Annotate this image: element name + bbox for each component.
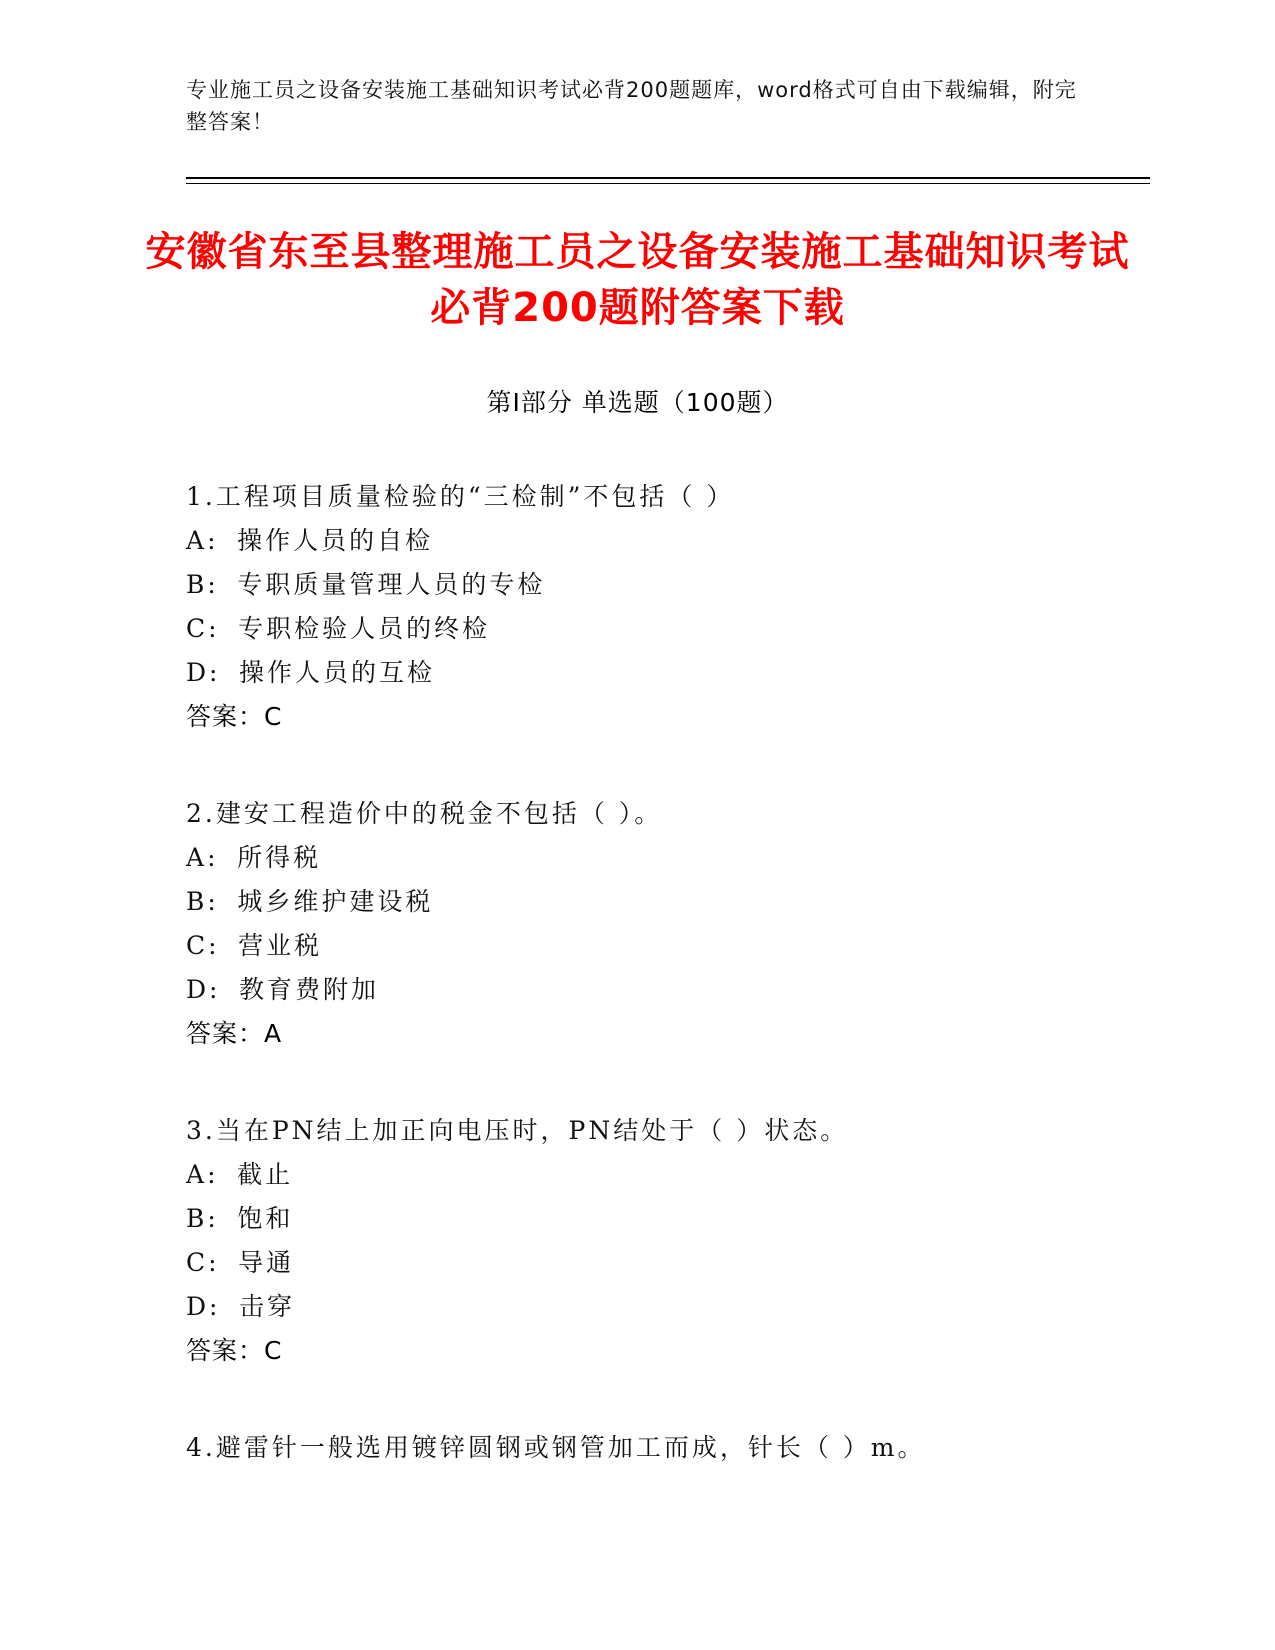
option-letter: B — [186, 570, 208, 599]
option-letter: C — [186, 931, 209, 960]
option-separator: : — [207, 526, 219, 555]
option-d — [186, 968, 1146, 1012]
option-separator: : — [208, 1248, 220, 1277]
header-note: 专业施工员之设备安装施工基础知识考试必背200题题库，word格式可自由下载编辑，附完整答案！ — [186, 78, 1077, 134]
option-separator: : — [207, 1204, 219, 1233]
option-letter: B — [186, 887, 208, 916]
option-letter: D — [186, 1292, 210, 1321]
question-item — [186, 792, 1146, 1056]
option-separator: : — [208, 614, 220, 643]
option-letter: A — [186, 1160, 208, 1189]
option-separator: : — [207, 843, 219, 872]
option-letter: C — [186, 614, 209, 643]
header-divider-thin — [186, 183, 1150, 184]
answer-line: 答案：C — [186, 702, 283, 731]
question-stem: 1.工程项目质量检验的“三检制”不包括（ ） — [186, 482, 735, 511]
answer-line: 答案：C — [186, 1336, 283, 1365]
option-text: 专职质量管理人员的专检 — [237, 570, 546, 599]
option-letter: D — [186, 975, 210, 1004]
option-separator: : — [207, 570, 219, 599]
option-separator: : — [209, 658, 221, 687]
option-b — [186, 880, 1146, 924]
option-a — [186, 1153, 1146, 1197]
header-divider-thick — [186, 177, 1150, 179]
option-letter: C — [186, 1248, 209, 1277]
option-text: 击穿 — [239, 1292, 296, 1321]
option-text: 营业税 — [238, 931, 323, 960]
option-b — [186, 1197, 1146, 1241]
option-d — [186, 1285, 1146, 1329]
document-title: 安徽省东至县整理施工员之设备安装施工基础知识考试必背200题附答案下载 — [145, 229, 1130, 331]
option-b — [186, 563, 1146, 607]
option-separator: : — [208, 931, 220, 960]
section-title: 第I部分 单选题（100题） — [486, 388, 789, 417]
question-list — [186, 475, 1146, 1523]
option-text: 截止 — [237, 1160, 294, 1189]
option-c — [186, 1241, 1146, 1285]
option-separator: : — [207, 887, 219, 916]
question-item — [186, 1109, 1146, 1373]
option-separator: : — [207, 1160, 219, 1189]
option-separator: : — [209, 1292, 221, 1321]
option-separator: : — [209, 975, 221, 1004]
option-text: 饱和 — [237, 1204, 294, 1233]
option-text: 操作人员的互检 — [239, 658, 436, 687]
option-text: 所得税 — [237, 843, 322, 872]
option-letter: A — [186, 526, 208, 555]
option-letter: A — [186, 843, 208, 872]
option-text: 城乡维护建设税 — [237, 887, 434, 916]
question-item — [186, 475, 1146, 739]
question-stem: 4.避雷针一般选用镀锌圆钢或钢管加工而成，针长（ ）m。 — [186, 1433, 926, 1462]
option-text: 导通 — [238, 1248, 295, 1277]
question-item — [186, 1426, 1146, 1470]
option-c — [186, 607, 1146, 651]
question-stem: 3.当在PN结上加正向电压时，PN结处于（ ）状态。 — [186, 1116, 849, 1145]
answer-line: 答案：A — [186, 1019, 283, 1048]
option-text: 专职检验人员的终检 — [238, 614, 491, 643]
question-stem: 2.建安工程造价中的税金不包括（ ）。 — [186, 799, 663, 828]
option-d — [186, 651, 1146, 695]
option-text: 教育费附加 — [239, 975, 380, 1004]
option-a — [186, 836, 1146, 880]
option-text: 操作人员的自检 — [237, 526, 434, 555]
option-a — [186, 519, 1146, 563]
option-letter: B — [186, 1204, 208, 1233]
option-letter: D — [186, 658, 210, 687]
option-c — [186, 924, 1146, 968]
